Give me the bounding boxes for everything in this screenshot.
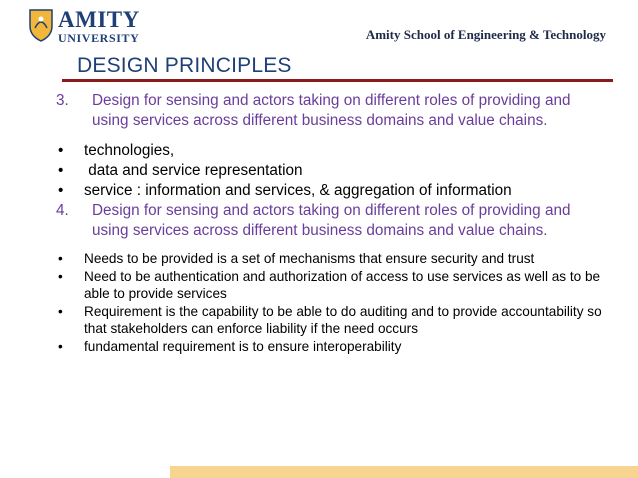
bullet-icon: • (58, 162, 64, 179)
list-item: • technologies, (58, 142, 175, 159)
item-text: Design for sensing and actors taking on different roles of providing and using services across different business domains and value chains. (92, 92, 571, 129)
bullet-icon: • (58, 182, 64, 199)
item-number: 4. (56, 202, 69, 219)
bullet-icon: • (58, 142, 64, 159)
list-item: • Needs to be provided is a set of mechanisms that ensure security and trust (58, 251, 535, 266)
page-title: DESIGN PRINCIPLES (77, 54, 292, 77)
bullet-icon: • (58, 338, 63, 354)
bullet-icon: • (58, 303, 63, 319)
list-item: • Need to be authentication and authorization of access to use services as well as to be able to provide services (58, 268, 601, 302)
slide-content (56, 91, 604, 356)
shield-icon (28, 8, 54, 42)
bullet-list-b (56, 250, 604, 356)
bullet-icon: • (58, 268, 63, 284)
logo-subtitle: UNIVERSITY (58, 31, 140, 45)
list-item: • data and service representation (58, 162, 303, 179)
numbered-item-3 (56, 91, 604, 131)
item-text: Design for sensing and actors taking on different roles of providing and using services across different business domains and value chains. (92, 202, 571, 239)
title-divider (62, 79, 613, 82)
list-item: • fundamental requirement is to ensure interoperability (58, 338, 402, 354)
item-number: 3. (56, 92, 69, 109)
bullet-icon: • (58, 251, 63, 266)
list-item: • service : information and services, & aggregation of information (58, 182, 512, 199)
footer-bar (170, 466, 638, 478)
numbered-item-4 (56, 201, 604, 241)
list-item: • Requirement is the capability to be able to do auditing and to provide accountability so that stakeholders can enforce liability if the need occurs (58, 303, 602, 337)
bullet-list-a (56, 141, 604, 201)
amity-logo (28, 8, 168, 48)
school-name: Amity School of Engineering & Technology (365, 27, 606, 42)
logo-word: AMITY (58, 7, 140, 32)
